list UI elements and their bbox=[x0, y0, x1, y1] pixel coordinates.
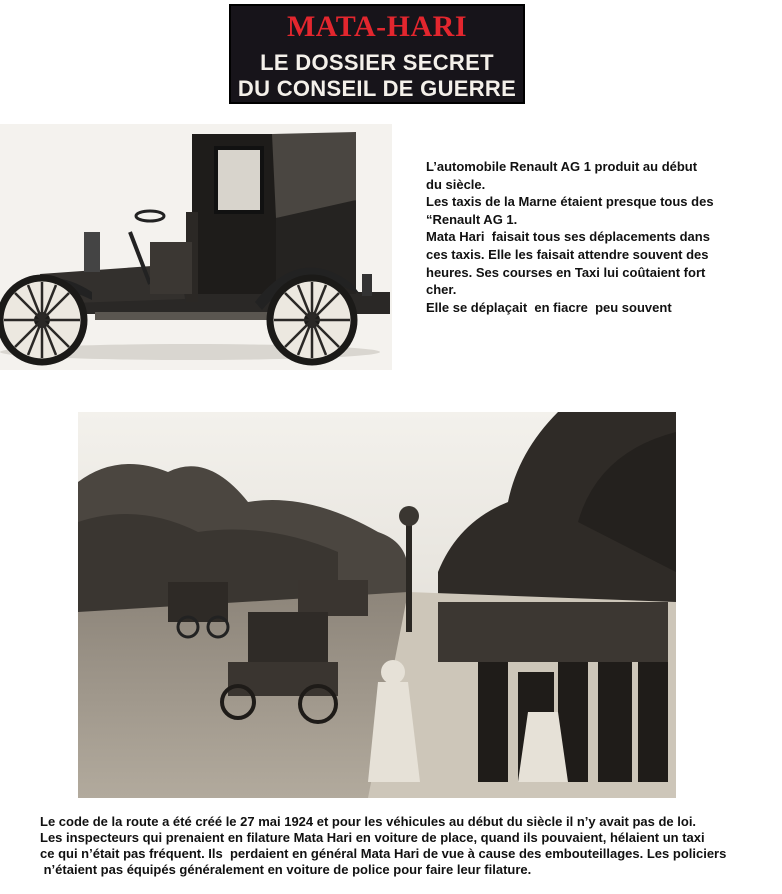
caption-line: Les taxis de la Marne étaient presque tous des bbox=[426, 194, 714, 210]
caption-line: “Renault AG 1. bbox=[426, 211, 518, 227]
banner-subtitle-line1: LE DOSSIER SECRET bbox=[260, 50, 494, 75]
paris-boulevard-photo bbox=[78, 412, 676, 798]
banner-title: MATA-HARI bbox=[286, 10, 468, 43]
caption-line: heures. Ses courses en Taxi lui coûtaient fort bbox=[426, 264, 706, 280]
caption-line: Elle se déplaçait en fiacre peu souvent bbox=[426, 299, 672, 315]
caption-line: Le code de la route a été créé le 27 mai 1924 et pour les véhicules au début du siècle il n’y avait pas de loi. bbox=[40, 814, 697, 829]
caption-line: ce qui n’était pas fréquent. Ils perdaient en général Mata Hari de vue à cause des embouteillages. Les policiers bbox=[40, 846, 727, 861]
caption-line: Mata Hari faisait tous ses déplacements dans bbox=[426, 229, 710, 245]
caption-line: n’étaient pas équipés généralement en voiture de police pour faire leur filature. bbox=[40, 862, 532, 877]
caption-line: du siècle. bbox=[426, 176, 486, 192]
caption-line: Les inspecteurs qui prenaient en filature Mata Hari en voiture de place, quand ils pouvaient, hélaient un taxi bbox=[40, 830, 705, 845]
caption-line: cher. bbox=[426, 282, 457, 298]
boulevard-illustration bbox=[78, 412, 676, 798]
title-banner bbox=[229, 4, 525, 104]
caption-line: ces taxis. Elle les faisait attendre souvent des bbox=[426, 246, 709, 262]
banner-subtitle-line2: DU CONSEIL DE GUERRE bbox=[237, 76, 517, 101]
bottom-caption bbox=[40, 814, 780, 878]
renault-taxi-photo bbox=[0, 124, 392, 370]
renault-caption bbox=[426, 158, 746, 316]
car-illustration bbox=[0, 124, 392, 370]
caption-line: L’automobile Renault AG 1 produit au début bbox=[426, 159, 698, 174]
